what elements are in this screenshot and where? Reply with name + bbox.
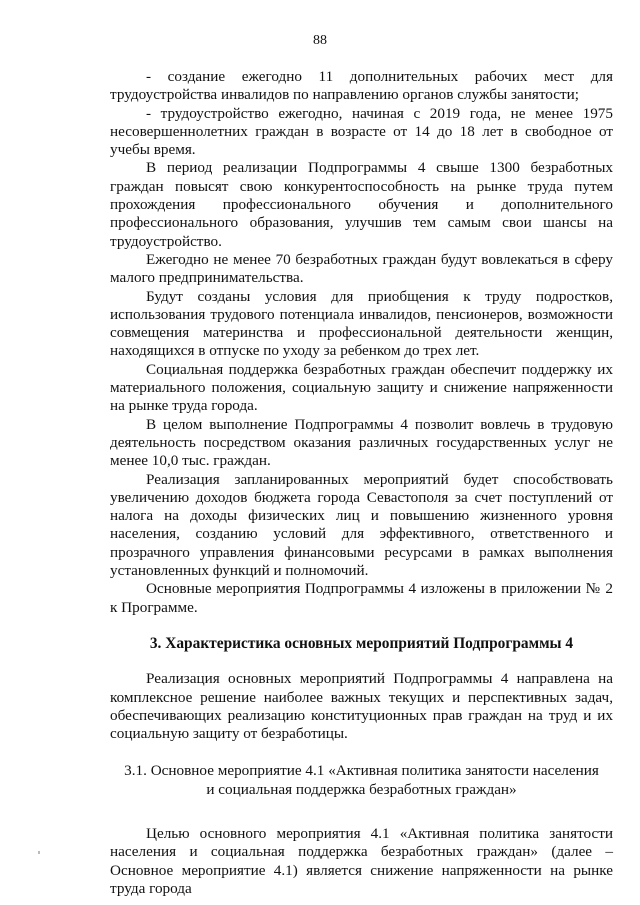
paragraph-subsection-body: Целью основного мероприятия 4.1 «Активная политика занятости населения и социальная поддержка безработных граждан» (далее – Основное мероприятие 4.1) является снижение напряженности на рынке труда города [110, 824, 613, 897]
paragraph-labor-conditions: Будут созданы условия для приобщения к труду подростков, использования трудового потенциала инвалидов, пенсионеров, возможности совмещения материнства и профессиональной деятельности женщин, находящихся в отпуске по уходу за ребенком до трех лет. [110, 287, 613, 360]
paragraph-small-business: Ежегодно не менее 70 безработных граждан будут вовлекаться в сферу малого предпринимательства. [110, 250, 613, 287]
paragraph-overall-result: В целом выполнение Подпрограммы 4 позволит вовлечь в трудовую деятельность посредством оказания различных государственных услуг не менее 10,0 тыс. граждан. [110, 415, 613, 470]
paragraph-appendix-reference: Основные мероприятия Подпрограммы 4 изложены в приложении № 2 к Программе. [110, 580, 613, 616]
scan-mark [38, 851, 40, 854]
paragraph-unemployed-training: В период реализации Подпрограммы 4 свыше 1300 безработных граждан повысят свою конкурентоспособность на рынке труда путем прохождения профессионального обучения и дополнительного профессионального образования, улучшив тем самым свои шансы на трудоустройство. [110, 159, 613, 250]
paragraph-bullet-disabled-jobs: - создание ежегодно 11 дополнительных рабочих мест для трудоустройства инвалидов по направлению органов службы занятости; [110, 68, 613, 104]
paragraph-budget-income: Реализация запланированных мероприятий будет способствовать увеличению доходов бюджета города Севастополя за счет поступлений от налога на доходы физических лиц и повышению жизненного уровня населения, созданию условий для эффективного, ответственного и прозрачного управления финансовыми ресурсами в рамках выполнения установленных функций и полномочий. [110, 470, 613, 580]
subsection-heading [110, 762, 613, 799]
section-heading: 3. Характеристика основных мероприятий Подпрограммы 4 [149, 634, 574, 652]
paragraph-bullet-minors-employment: - трудоустройство ежегодно, начиная с 2019 года, не менее 1975 несовершеннолетних граждан в возрасте от 14 до 18 лет в свободное от учебы время. [110, 104, 613, 159]
paragraph-section-intro: Реализация основных мероприятий Подпрограммы 4 направлена на комплексное решение наиболее важных текущих и перспективных задач, обеспечивающих реализацию конституционных прав граждан на труд и их социальную защиту от безработицы. [110, 670, 613, 743]
paragraph-social-support: Социальная поддержка безработных граждан обеспечит поддержку их материального положения, социальную защиту и снижение напряженности на рынке труда города. [110, 360, 613, 415]
subsection-heading-line-2: и социальная поддержка безработных граждан» [206, 780, 517, 798]
page-number: 88 [313, 33, 327, 48]
page-content [110, 68, 613, 898]
subsection-heading-line-1: 3.1. Основное мероприятие 4.1 «Активная политика занятости населения [124, 762, 599, 780]
